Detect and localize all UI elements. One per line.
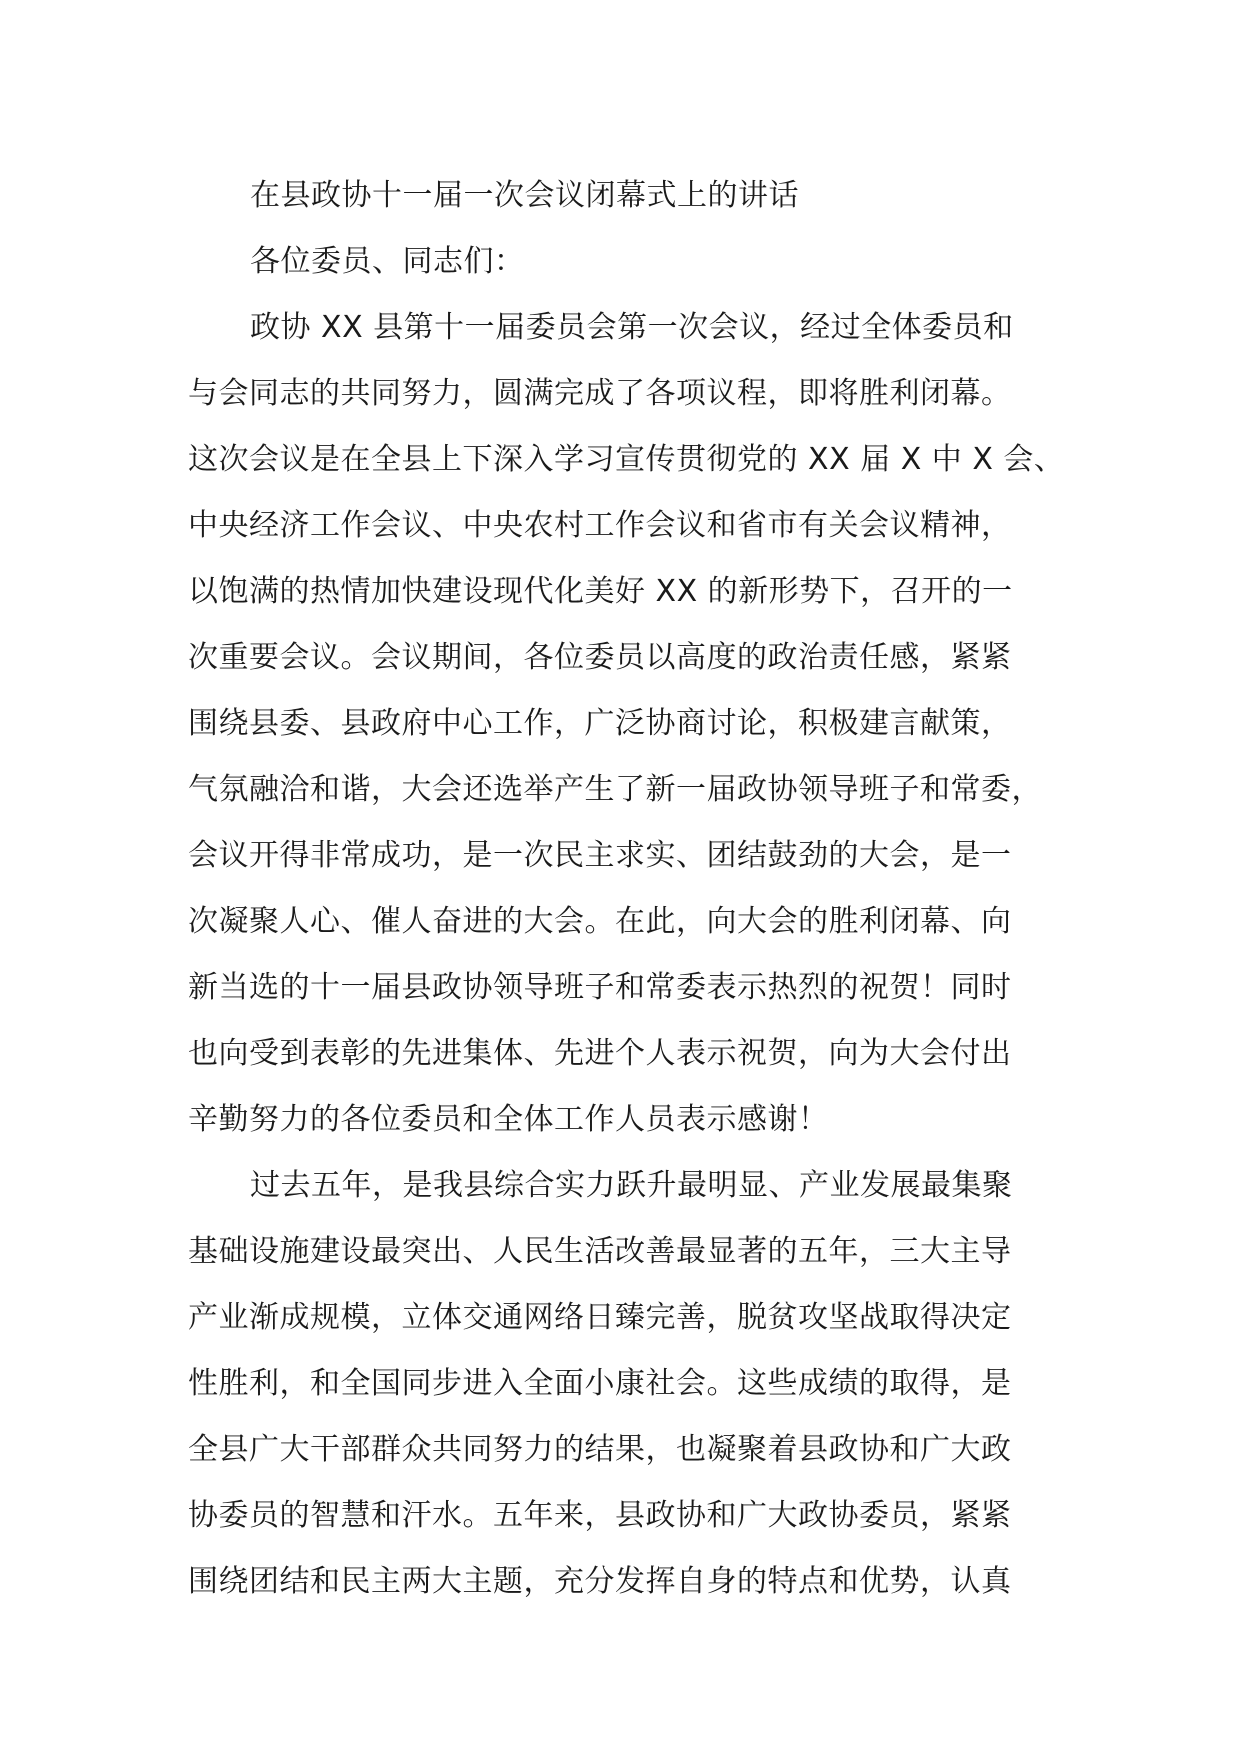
paragraph-line: 基础设施建设最突出、人民生活改善最显著的五年，三大主导: [188, 1234, 1012, 1269]
paragraph-line: 中央经济工作会议、中央农村工作会议和省市有关会议精神，: [188, 508, 1012, 543]
paragraph-line: 过去五年，是我县综合实力跃升最明显、产业发展最集聚: [250, 1168, 1013, 1203]
salutation: 各位委员、同志们：: [250, 244, 525, 279]
paragraph-line: 与会同志的共同努力，圆满完成了各项议程，即将胜利闭幕。: [188, 376, 1012, 411]
paragraph-line: 以饱满的热情加快建设现代化美好 XX 的新形势下，召开的一: [188, 574, 1013, 609]
paragraph-line: 产业渐成规模，立体交通网络日臻完善，脱贫攻坚战取得决定: [188, 1300, 1012, 1335]
paragraph-line: 气氛融洽和谐，大会还选举产生了新一届政协领导班子和常委，: [188, 772, 1042, 807]
paragraph-line: 协委员的智慧和汗水。五年来，县政协和广大政协委员，紧紧: [188, 1498, 1012, 1533]
paragraph-line: 新当选的十一届县政协领导班子和常委表示热烈的祝贺！同时: [188, 970, 1012, 1005]
paragraph-line: 辛勤努力的各位委员和全体工作人员表示感谢！: [188, 1102, 829, 1137]
paragraph-line: 会议开得非常成功，是一次民主求实、团结鼓劲的大会，是一: [188, 838, 1012, 873]
paragraph-line: 性胜利，和全国同步进入全面小康社会。这些成绩的取得，是: [188, 1366, 1012, 1401]
paragraph-line: 这次会议是在全县上下深入学习宣传贯彻党的 XX 届 X 中 X 会、: [188, 442, 1065, 477]
paragraph-line: 次凝聚人心、催人奋进的大会。在此，向大会的胜利闭幕、向: [188, 904, 1012, 939]
paragraph-line: 围绕团结和民主两大主题，充分发挥自身的特点和优势，认真: [188, 1564, 1012, 1599]
paragraph-line: 也向受到表彰的先进集体、先进个人表示祝贺，向为大会付出: [188, 1036, 1012, 1071]
paragraph-line: 次重要会议。会议期间，各位委员以高度的政治责任感，紧紧: [188, 640, 1012, 675]
paragraph-line: 政协 XX 县第十一届委员会第一次会议，经过全体委员和: [250, 310, 1014, 345]
paragraph-line: 围绕县委、县政府中心工作，广泛协商讨论，积极建言献策，: [188, 706, 1012, 741]
paragraph-line: 全县广大干部群众共同努力的结果，也凝聚着县政协和广大政: [188, 1432, 1012, 1467]
document-title: 在县政协十一届一次会议闭幕式上的讲话: [250, 178, 799, 213]
